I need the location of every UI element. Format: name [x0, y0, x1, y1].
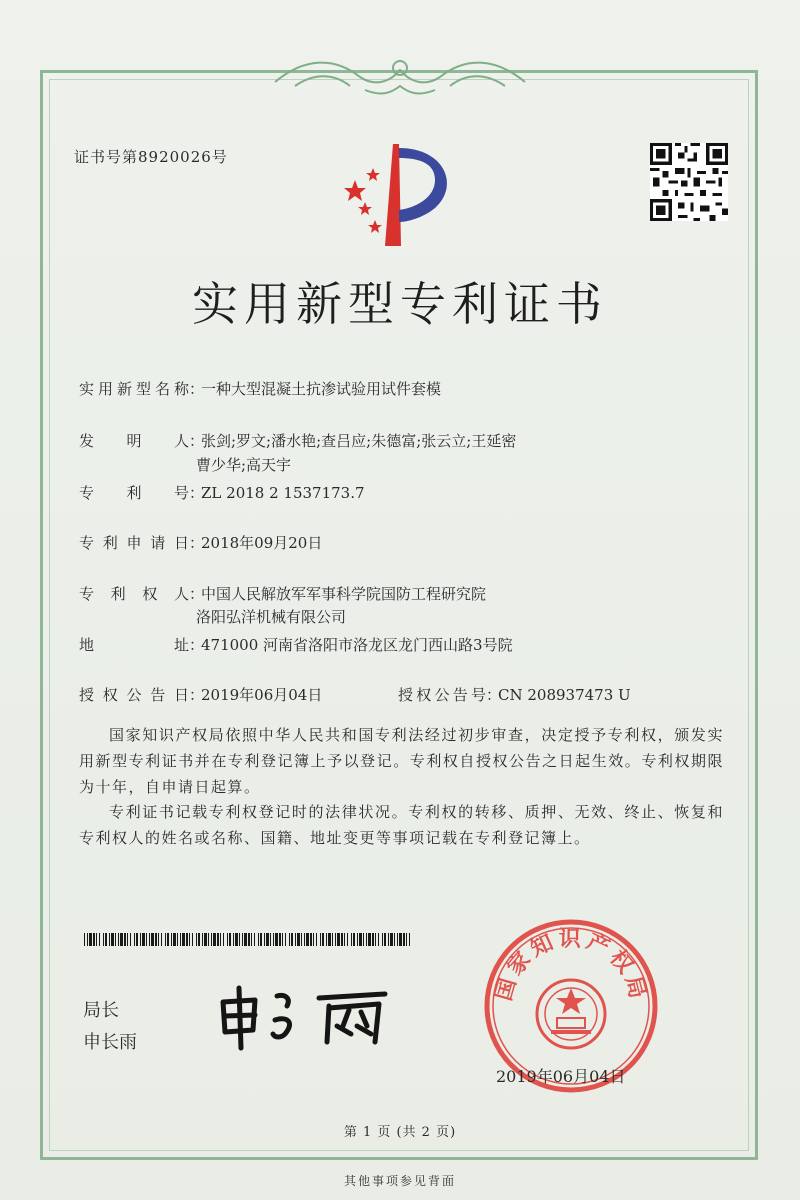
field-grant-number: 授权公告号：CN 208937473 U [398, 686, 631, 704]
top-ornament [265, 52, 535, 98]
field-label: 专利号 [79, 484, 189, 502]
field-label: 授权公告号 [398, 686, 486, 704]
field-patent-number: 专利号：ZL 2018 2 1537173.7 [79, 484, 365, 502]
field-utility-model-name: 实用新型名称：一种大型混凝土抗渗试验用试件套模 [79, 380, 442, 398]
inventors-line-1: 张剑;罗文;潘水艳;查吕应;朱德富;张云立;王延密 [201, 432, 517, 450]
patent-number: ZL 2018 2 1537173.7 [201, 484, 365, 502]
grant-date: 2019年06月04日 [201, 686, 323, 704]
field-label: 专利权人 [79, 585, 189, 603]
inventors-line-2: 曹少华;高天宇 [196, 456, 292, 474]
director-name: 申长雨 [83, 1032, 137, 1053]
application-date: 2018年09月20日 [201, 534, 323, 552]
field-label: 实用新型名称 [79, 380, 189, 398]
field-patentees: 专利权人：中国人民解放军军事科学院国防工程研究院 [79, 585, 487, 603]
legal-status-paragraph: 专利证书记载专利权登记时的法律状况。专利权的转移、质押、无效、终止、恢复和专利权人的姓名或名称、国籍、地址变更等事项记载在专利登记簿上。 [79, 803, 724, 847]
grant-statement-paragraph: 国家知识产权局依照中华人民共和国专利法经过初步审查，决定授予专利权，颁发实用新型专利证书并在专利登记簿上予以登记。专利权自授权公告之日起生效。专利权期限为十年，自申请日起算。 [79, 726, 724, 796]
barcode [84, 933, 414, 946]
utility-model-name: 一种大型混凝土抗渗试验用试件套模 [201, 380, 442, 398]
grant-number: CN 208937473 U [498, 686, 631, 704]
patent-office-logo [335, 136, 465, 256]
field-grant-date: 授权公告日：2019年06月04日 [79, 686, 323, 704]
certificate-title: 实用新型专利证书 [192, 277, 608, 331]
director-title: 局长 [83, 1000, 119, 1021]
field-inventors: 发明人：张剑;罗文;潘水艳;查吕应;朱德富;张云立;王延密 [79, 432, 517, 450]
certificate-number: 证书号第8920026号 [74, 148, 228, 166]
field-label: 专利申请日 [79, 534, 189, 552]
seal-text: 国家知识产权局 [491, 926, 651, 1005]
seal-date: 2019年06月04日 [496, 1067, 626, 1086]
patentee-line-1: 中国人民解放军军事科学院国防工程研究院 [201, 585, 487, 603]
field-address: 地址：471000 河南省洛阳市洛龙区龙门西山路3号院 [79, 636, 513, 654]
address: 471000 河南省洛阳市洛龙区龙门西山路3号院 [201, 636, 513, 654]
director-signature [215, 982, 405, 1052]
page-number: 第 1 页 (共 2 页) [343, 1125, 457, 1140]
field-label: 授权公告日 [79, 686, 189, 704]
field-label: 地址 [79, 636, 189, 654]
patentee-line-2: 洛阳弘洋机械有限公司 [196, 608, 347, 626]
field-application-date: 专利申请日：2018年09月20日 [79, 534, 323, 552]
qr-code [650, 143, 728, 221]
footer-note: 其他事项参见背面 [343, 1174, 456, 1188]
field-label: 发明人 [79, 432, 189, 450]
